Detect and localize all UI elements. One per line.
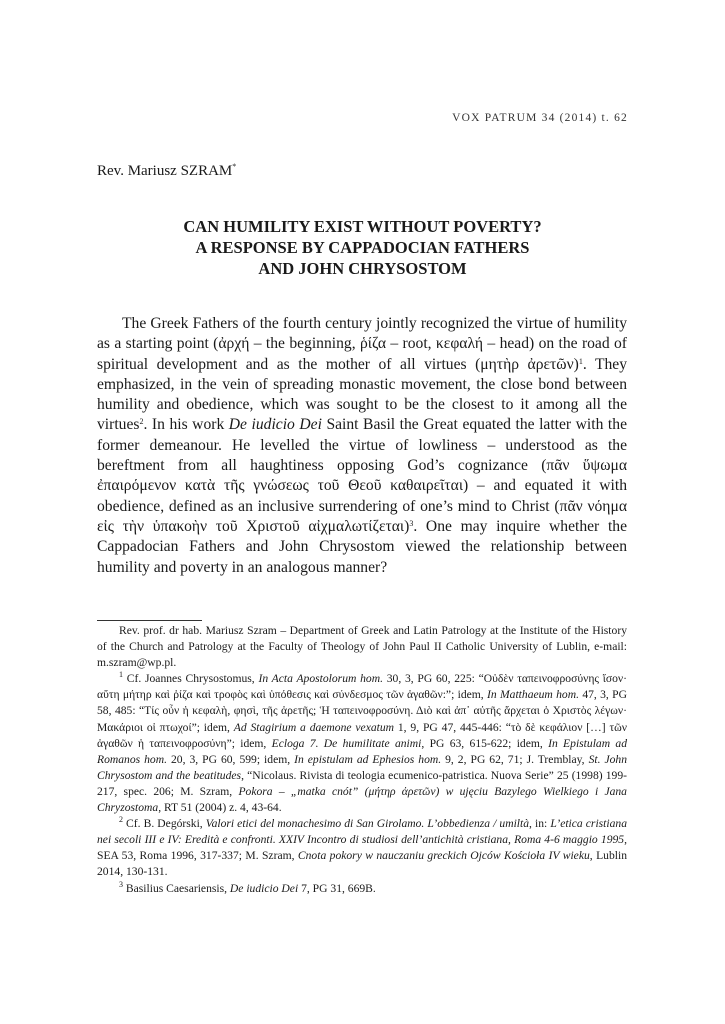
footnote-ref: 3 — [409, 518, 414, 528]
footnote-3: $^3$ Basilius Caesariensis, De iudicio Dei 7, PG 31, 669B. — [119, 879, 376, 895]
footnotes — [97, 623, 627, 897]
work-title: De iudicio Dei — [228, 416, 322, 434]
author-name: Rev. Mariusz SZRAM — [97, 163, 233, 179]
author-footnote-marker: * — [232, 162, 237, 171]
title-line: AND JOHN CHRYSOSTOM — [258, 259, 467, 278]
body-text-segment: . They emphasized, in the vein of spreading monastic movement, the close bond between humility and obedience, which was sought to be the closest to it among all the virtues — [97, 355, 627, 434]
footnote-2: $^2$ Cf. B. Degórski, Valori etici del monachesimo di San Girolamo. L’obbedienza / umiltà, in: L’etica cristiana nei secoli III e IV: Eredità e confronti. XXIV Incontro di studiosi dell’antichità cristiana, Roma 4-6 maggio 1995, SEA 53, Roma 1996, 317-337; M. Szram, Cnota pokory w nauczaniu greckich Ojców Kościoła IV wieku, Lublin 2014, 130-131. — [97, 815, 628, 879]
footnote-affiliation: Rev. prof. dr hab. Mariusz Szram – Department of Greek and Latin Patrology at the Institute of the History of the Church and Patrology at the Faculty of Theology of John Paul II Catholic University of Lublin, e-mail: m.szram@wp.pl. — [97, 624, 627, 670]
footnote-separator — [97, 620, 202, 621]
body-text-segment: . In his work — [143, 416, 229, 434]
footnote-ref: 2 — [139, 417, 144, 427]
article-title — [90, 216, 635, 279]
title-line: A RESPONSE BY CAPPADOCIAN FATHERS — [195, 238, 530, 257]
footnote-number: 3 — [119, 879, 123, 889]
body-paragraph — [97, 314, 627, 578]
body-text-segment: The Greek Fathers of the fourth century jointly recognized the virtue of humility as a starting point (ἀρχή – the beginning, ῥίζα – root, κεφαλή – head) on the road of spiritual development and as the mother of all virtues (μητὴρ ἀρετῶν) — [97, 315, 627, 373]
footnote-ref: 1 — [578, 356, 583, 366]
footnote-number: 2 — [119, 815, 123, 825]
body-text-segment: Saint Basil the Great equated the latter with the former demeanour. He levelled the virtue of lowliness – understood as the bereftment from all haughtiness opposing God’s cognizance (πᾶν ὕψωμα ἐπαιρόμενον κατὰ τῆς γνώσεως τοῦ Θεοῦ καθαιρεῖται) – and equated it with obedience, defined as an inclusive surrendering of one’s mind to Christ (πᾶν νόημα εἰς τὴν ὑπακοὴν τοῦ Χριστοῦ αἰχμαλωτίζεται) — [97, 416, 627, 535]
running-head: VOX PATRUM 34 (2014) t. 62 — [452, 112, 628, 124]
body-text-segment: . One may inquire whether the Cappadocian Fathers and John Chrysostom viewed the relationship between humility and poverty in an analogous manner? — [97, 517, 627, 576]
author-line — [97, 162, 236, 180]
footnote-number: 1 — [119, 670, 123, 680]
footnote-1: $^1$ Cf. Joannes Chrysostomus, In Acta Apostolorum hom. 30, 3, PG 60, 225: “Οὐδὲν ταπεινοφροσύνης ἴσον· αὕτη μήτηρ καὶ ῥίζα καὶ τροφὸς καὶ ὑπόθεσις καὶ σύνδεσμος τῶν ἀγαθῶν:”; idem, In Matthaeum hom. 47, 3, PG 58, 485: “Τίς οὖν ἡ κεφαλὴ, φησὶ, τῆς ἀρετῆς; Ἡ ταπεινοφροσύνη. Διὸ καὶ ἀπ᾽ αὐτῆς ἄρχεται ὁ Χριστὸς λέγων· Μακάριοι οἱ πτωχοί”; idem, Ad Stagirium a daemone vexatum 1, 9, PG 47, 445-446: “τὸ δὲ κεφάλιον […] τῶν ἀγαθῶν ἡ ταπεινοφροσύνη”; idem, Ecloga 7. De humilitate animi, PG 63, 615-622; idem, In Epistulam ad Romanos hom. 20, 3, PG 60, 599; idem, In epistulam ad Ephesios hom. 9, 2, PG 62, 71; J. Tremblay, St. John Chrysostom and the beatitudes, “Nicolaus. Rivista di teologia ecumenico-patristica. Nuova Serie” 25 (1998) 199-217, spec. 206; M. Szram, Pokora – „matka cnót” (μήτηρ ἀρετῶν) w ujęciu Bazylego Wielkiego i Jana Chryzostoma, RT 51 (2004) z. 4, 43-64. — [97, 670, 628, 815]
title-line: CAN HUMILITY EXIST WITHOUT POVERTY? — [183, 217, 542, 236]
